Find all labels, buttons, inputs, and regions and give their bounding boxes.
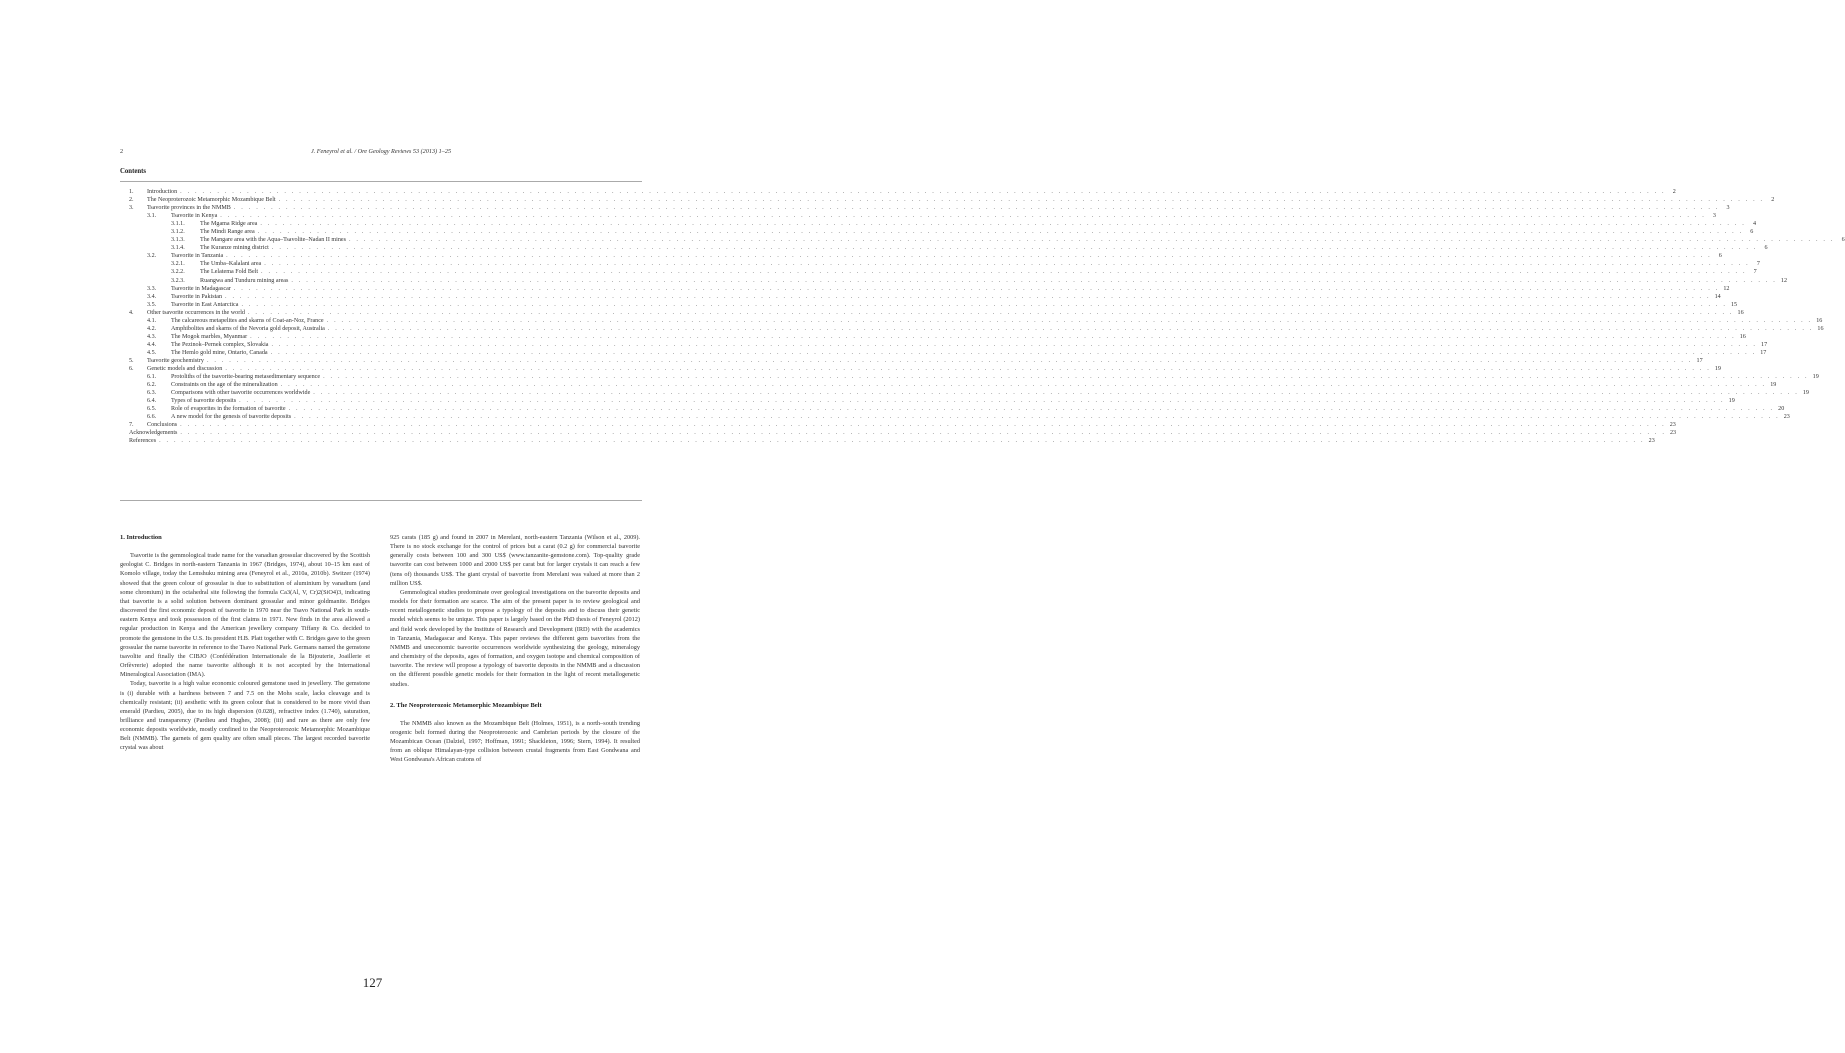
toc-leader-dots: . . . . . . . . . . . . . . . . . . . . . . . . . . . . . . . . . . . . . . . . . . . . . . . . . . . . . . . . . . . . . . . . . . . . . . . . . . . . . . . . . . . . . . . . . . . . . . . . . . . . . . . . . . . . . . . . . . . . . . . . . . . . . . . . . . . . . . . . . . . . . . . . . . . . . . . . . . . . . . . . . . . . . . . . . . . . . . . . . . . . . . . . . . . . . . . . . . . . . . . . — [180, 422, 1666, 429]
toc-leader-dots: . . . . . . . . . . . . . . . . . . . . . . . . . . . . . . . . . . . . . . . . . . . . . . . . . . . . . . . . . . . . . . . . . . . . . . . . . . . . . . . . . . . . . . . . . . . . . . . . . . . . . . . . . . . . . . . . . . . . . . . . . . . . . . . . . . . . . . . . . . . . . . . . . . . . . . . . . . . . . . . . . . . . . . . . . . . . . . . . . . . . . . . . . . . . . . . . . . . . . . . . — [241, 301, 1728, 308]
toc-entry-number: 6.4. — [147, 398, 157, 405]
toc-leader-dots: . . . . . . . . . . . . . . . . . . . . . . . . . . . . . . . . . . . . . . . . . . . . . . . . . . . . . . . . . . . . . . . . . . . . . . . . . . . . . . . . . . . . . . . . . . . . . . . . . . . . . . . . . . . . . . . . . . . . . . . . . . . . . . . . . . . . . . . . . . . . . . . . . . . . . . . . . . . . . . . . . . . . . . . . . . . . . . . . . . . . . . . . . . . . . . . . . . . . . . . . — [225, 293, 1711, 300]
toc-entry[interactable] — [120, 309, 1744, 317]
paragraph: 925 carats (185 g) and found in 2007 in Merelani, north-eastern Tanzania (Wilson et al., 2009). There is no stock exchange for the control of prices but a carat (0.2 g) for commercial tsavorite generally costs between 100 and 300 US$ (www.tanzanite-gemstone.com). Top-quality grade tsavorite can cost between 1000 and 2000 US$ per carat but for larger crystals it can reach a few (tens of) thousands US$. The giant crystal of tsavorite from Merelani was valued at more than 2 million US$. — [390, 534, 640, 587]
toc-entry-page: 19 — [1770, 382, 1777, 389]
toc-entry-page: 23 — [1783, 414, 1790, 421]
toc-entry-page: 6 — [1750, 229, 1754, 236]
toc-entry[interactable] — [120, 325, 1824, 333]
toc-entry-title: The calcareous metapelites and skarns of Coat-an-Noz, France — [171, 317, 324, 324]
toc-entry[interactable] — [120, 277, 1788, 285]
toc-entry[interactable] — [120, 389, 1809, 397]
toc-leader-dots: . . . . . . . . . . . . . . . . . . . . . . . . . . . . . . . . . . . . . . . . . . . . . . . . . . . . . . . . . . . . . . . . . . . . . . . . . . . . . . . . . . . . . . . . . . . . . . . . . . . . . . . . . . . . . . . . . . . . . . . . . . . . . . . . . . . . . . . . . . . . . . . . . . . . . . . . . . . . . . . . . . . . . . . . . . . . . . . . . . . . . . . . . . . . . . . . . . . . . . . . — [206, 357, 1693, 364]
header-page-number: 2 — [120, 148, 124, 155]
toc-entry-page: 15 — [1731, 301, 1738, 308]
toc-entry[interactable] — [120, 285, 1730, 293]
toc-leader-dots: . . . . . . . . . . . . . . . . . . . . . . . . . . . . . . . . . . . . . . . . . . . . . . . . . . . . . . . . . . . . . . . . . . . . . . . . . . . . . . . . . . . . . . . . . . . . . . . . . . . . . . . . . . . . . . . . . . . . . . . . . . . . . . . . . . . . . . . . . . . . . . . . . . . . . . . . . . . . . . . . . . . . . . . . . . . . . . . . . . . . . . . . . . . . . . . . . . . . . . . . — [313, 390, 1799, 397]
toc-entry[interactable] — [120, 188, 1676, 196]
toc-entry-page: 7 — [1756, 261, 1760, 268]
toc-entry-title: The Kuranze mining district — [200, 245, 269, 252]
toc-entry-page: 23 — [1669, 430, 1677, 437]
toc-leader-dots: . . . . . . . . . . . . . . . . . . . . . . . . . . . . . . . . . . . . . . . . . . . . . . . . . . . . . . . . . . . . . . . . . . . . . . . . . . . . . . . . . . . . . . . . . . . . . . . . . . . . . . . . . . . . . . . . . . . . . . . . . . . . . . . . . . . . . . . . . . . . . . . . . . . . . . . . . . . . . . . . . . . . . . . . . . . . . . . . . . . . . . . . . . . . . . . . . . . . . . . . — [180, 430, 1667, 437]
toc-entry-page: 12 — [1723, 285, 1730, 292]
toc-entry[interactable] — [120, 365, 1721, 373]
toc-leader-dots: . . . . . . . . . . . . . . . . . . . . . . . . . . . . . . . . . . . . . . . . . . . . . . . . . . . . . . . . . . . . . . . . . . . . . . . . . . . . . . . . . . . . . . . . . . . . . . . . . . . . . . . . . . . . . . . . . . . . . . . . . . . . . . . . . . . . . . . . . . . . . . . . . . . . . . . . . . . . . . . . . . . . . . . . . . . . . . . . . . . . . . . . . . . . . . . . . . . . . . . . — [278, 197, 1765, 204]
toc-entry[interactable] — [120, 252, 1722, 260]
table-of-contents — [120, 188, 1845, 446]
toc-entry-number: 4.2. — [147, 325, 157, 332]
toc-entry-title: Tsavorite in Madagascar — [171, 285, 231, 292]
toc-entry-page: 3 — [1726, 205, 1730, 212]
toc-entry-page: 6 — [1841, 237, 1845, 244]
toc-entry-title: The Pezinok–Pernek complex, Slovakia — [171, 341, 269, 348]
toc-entry-title: Genetic models and discussion — [147, 366, 223, 373]
toc-leader-dots: . . . . . . . . . . . . . . . . . . . . . . . . . . . . . . . . . . . . . . . . . . . . . . . . . . . . . . . . . . . . . . . . . . . . . . . . . . . . . . . . . . . . . . . . . . . . . . . . . . . . . . . . . . . . . . . . . . . . . . . . . . . . . . . . . . . . . . . . . . . . . . . . . . . . . . . . . . . . . . . . . . . . . . . . . . . . . . . . . . . . . . . . . . . . . . . . . . . . . . . . — [348, 237, 1835, 244]
toc-leader-dots: . . . . . . . . . . . . . . . . . . . . . . . . . . . . . . . . . . . . . . . . . . . . . . . . . . . . . . . . . . . . . . . . . . . . . . . . . . . . . . . . . . . . . . . . . . . . . . . . . . . . . . . . . . . . . . . . . . . . . . . . . . . . . . . . . . . . . . . . . . . . . . . . . . . . . . . . . . . . . . . . . . . . . . . . . . . . . . . . . . . . . . . . . . . . . . . . . . . . . . . . — [291, 277, 1778, 284]
toc-entry-page: 16 — [1816, 317, 1823, 324]
toc-entry-title: The Mangare area with the Aqua–Tsavolite–Nadan II mines — [200, 237, 346, 244]
toc-leader-dots: . . . . . . . . . . . . . . . . . . . . . . . . . . . . . . . . . . . . . . . . . . . . . . . . . . . . . . . . . . . . . . . . . . . . . . . . . . . . . . . . . . . . . . . . . . . . . . . . . . . . . . . . . . . . . . . . . . . . . . . . . . . . . . . . . . . . . . . . . . . . . . . . . . . . . . . . . . . . . . . . . . . . . . . . . . . . . . . . . . . . . . . . . . . . . . . . . . . . . . . . — [271, 245, 1758, 252]
toc-entry-page: 19 — [1812, 374, 1819, 381]
toc-entry-title: Ruangwa and Tunduru mining areas — [200, 277, 289, 284]
toc-leader-dots: . . . . . . . . . . . . . . . . . . . . . . . . . . . . . . . . . . . . . . . . . . . . . . . . . . . . . . . . . . . . . . . . . . . . . . . . . . . . . . . . . . . . . . . . . . . . . . . . . . . . . . . . . . . . . . . . . . . . . . . . . . . . . . . . . . . . . . . . . . . . . . . . . . . . . . . . . . . . . . . . . . . . . . . . . . . . . . . . . . . . . . . . . . . . . . . . . . . . . . . . — [280, 382, 1767, 389]
toc-leader-dots: . . . . . . . . . . . . . . . . . . . . . . . . . . . . . . . . . . . . . . . . . . . . . . . . . . . . . . . . . . . . . . . . . . . . . . . . . . . . . . . . . . . . . . . . . . . . . . . . . . . . . . . . . . . . . . . . . . . . . . . . . . . . . . . . . . . . . . . . . . . . . . . . . . . . . . . . . . . . . . . . . . . . . . . . . . . . . . . . . . . . . . . . . . . . . . . . . . . . . . . . — [264, 261, 1750, 268]
toc-leader-dots: . . . . . . . . . . . . . . . . . . . . . . . . . . . . . . . . . . . . . . . . . . . . . . . . . . . . . . . . . . . . . . . . . . . . . . . . . . . . . . . . . . . . . . . . . . . . . . . . . . . . . . . . . . . . . . . . . . . . . . . . . . . . . . . . . . . . . . . . . . . . . . . . . . . . . . . . . . . . . . . . . . . . . . . . . . . . . . . . . . . . . . . . . . . . . . . . . . . . . . . . — [250, 333, 1736, 340]
toc-leader-dots: . . . . . . . . . . . . . . . . . . . . . . . . . . . . . . . . . . . . . . . . . . . . . . . . . . . . . . . . . . . . . . . . . . . . . . . . . . . . . . . . . . . . . . . . . . . . . . . . . . . . . . . . . . . . . . . . . . . . . . . . . . . . . . . . . . . . . . . . . . . . . . . . . . . . . . . . . . . . . . . . . . . . . . . . . . . . . . . . . . . . . . . . . . . . . . . . . . . . . . . . — [239, 398, 1725, 405]
paragraph: Today, tsavorite is a high value economic coloured gemstone used in jewellery. The gemstone is (i) durable with a hardness between 7 and 7.5 on the Mohs scale, lacks cleavage and is chemically resistant; (ii) aesthetic with its green colour that is considered to be more vivid than emerald (Pardieu, 2005), due to its high dispersion (0.028), refractive index (1.740), saturation, brilliance and transparency (Pardieu and Hughes, 2008); (iii) and rare as there are only few economic deposits worldwide, mostly confined to the Neoproterozoic Metamorphic Mozambique Belt (NMMB). The garnets of gem quality are often small pieces. The largest recorded tsavorite crystal was about — [120, 680, 370, 752]
toc-entry[interactable] — [120, 381, 1777, 389]
toc-leader-dots: . . . . . . . . . . . . . . . . . . . . . . . . . . . . . . . . . . . . . . . . . . . . . . . . . . . . . . . . . . . . . . . . . . . . . . . . . . . . . . . . . . . . . . . . . . . . . . . . . . . . . . . . . . . . . . . . . . . . . . . . . . . . . . . . . . . . . . . . . . . . . . . . . . . . . . . . . . . . . . . . . . . . . . . . . . . . . . . . . . . . . . . . . . . . . . . . . . . . . . . . — [180, 189, 1666, 195]
toc-entry-number: 3.1.3. — [171, 237, 185, 244]
toc-entry-number: 4. — [129, 309, 134, 316]
toc-entry-number: 7. — [129, 422, 134, 429]
toc-entry-title: Tsavorite geochemistry — [147, 357, 204, 364]
toc-entry[interactable] — [120, 373, 1819, 381]
toc-leader-dots: . . . . . . . . . . . . . . . . . . . . . . . . . . . . . . . . . . . . . . . . . . . . . . . . . . . . . . . . . . . . . . . . . . . . . . . . . . . . . . . . . . . . . . . . . . . . . . . . . . . . . . . . . . . . . . . . . . . . . . . . . . . . . . . . . . . . . . . . . . . . . . . . . . . . . . . . . . . . . . . . . . . . . . . . . . . . . . . . . . . . . . . . . . . . . . . . . . . . . . . . — [294, 414, 1780, 421]
toc-entry-number: 6.1. — [147, 374, 157, 381]
toc-leader-dots: . . . . . . . . . . . . . . . . . . . . . . . . . . . . . . . . . . . . . . . . . . . . . . . . . . . . . . . . . . . . . . . . . . . . . . . . . . . . . . . . . . . . . . . . . . . . . . . . . . . . . . . . . . . . . . . . . . . . . . . . . . . . . . . . . . . . . . . . . . . . . . . . . . . . . . . . . . . . . . . . . . . . . . . . . . . . . . . . . . . . . . . . . . . . . . . . . . . . . . . . — [233, 205, 1720, 212]
toc-entry-number: 4.5. — [147, 349, 157, 356]
toc-leader-dots: . . . . . . . . . . . . . . . . . . . . . . . . . . . . . . . . . . . . . . . . . . . . . . . . . . . . . . . . . . . . . . . . . . . . . . . . . . . . . . . . . . . . . . . . . . . . . . . . . . . . . . . . . . . . . . . . . . . . . . . . . . . . . . . . . . . . . . . . . . . . . . . . . . . . . . . . . . . . . . . . . . . . . . . . . . . . . . . . . . . . . . . . . . . . . . . . . . . . . . . . — [247, 309, 1734, 316]
toc-entry-title: Conclusions — [147, 422, 178, 429]
toc-entry-page: 2 — [1672, 189, 1676, 195]
toc-entry-number: 6.6. — [147, 414, 157, 421]
toc-entry-title: Tsavorite in Tanzania — [171, 253, 224, 260]
toc-entry-page: 16 — [1817, 325, 1824, 332]
toc-entry-number: 6.3. — [147, 390, 157, 397]
toc-entry[interactable] — [120, 196, 1775, 204]
toc-entry-number: 6. — [129, 366, 134, 373]
toc-entry-page: 14 — [1714, 293, 1721, 300]
toc-entry-page: 19 — [1714, 366, 1721, 373]
toc-entry-number: 3.2.1. — [171, 261, 185, 268]
contents-bottom-rule — [120, 500, 642, 501]
contents-title: Contents — [120, 168, 147, 175]
toc-entry-title: The Neoproterozoic Metamorphic Mozambique Belt — [147, 197, 276, 204]
toc-leader-dots: . . . . . . . . . . . . . . . . . . . . . . . . . . . . . . . . . . . . . . . . . . . . . . . . . . . . . . . . . . . . . . . . . . . . . . . . . . . . . . . . . . . . . . . . . . . . . . . . . . . . . . . . . . . . . . . . . . . . . . . . . . . . . . . . . . . . . . . . . . . . . . . . . . . . . . . . . . . . . . . . . . . . . . . . . . . . . . . . . . . . . . . . . . . . . . . . . . . . . . . . — [159, 438, 1645, 445]
toc-entry-title: The Umba–Kalalani area — [200, 261, 262, 268]
toc-entry-title: Tsavorite provinces in the NMMB — [147, 205, 231, 212]
toc-entry-title: References — [129, 438, 157, 445]
toc-entry[interactable] — [120, 333, 1746, 341]
toc-entry-number: 6.2. — [147, 382, 157, 389]
toc-entry-title: The Mogok marbles, Myanmar — [171, 333, 248, 340]
toc-entry[interactable] — [120, 405, 1785, 413]
toc-entry-title: Role of evaporites in the formation of tsavorite — [171, 406, 286, 413]
toc-entry-number: 4.4. — [147, 341, 157, 348]
toc-leader-dots: . . . . . . . . . . . . . . . . . . . . . . . . . . . . . . . . . . . . . . . . . . . . . . . . . . . . . . . . . . . . . . . . . . . . . . . . . . . . . . . . . . . . . . . . . . . . . . . . . . . . . . . . . . . . . . . . . . . . . . . . . . . . . . . . . . . . . . . . . . . . . . . . . . . . . . . . . . . . . . . . . . . . . . . . . . . . . . . . . . . . . . . . . . . . . . . . . . . . . . . . — [270, 349, 1757, 356]
right-column — [390, 533, 640, 765]
toc-entry-page: 16 — [1739, 333, 1746, 340]
toc-entry[interactable] — [120, 429, 1677, 437]
toc-entry-title: Tsavorite in Kenya — [171, 213, 218, 220]
toc-entry[interactable] — [120, 236, 1845, 244]
toc-leader-dots: . . . . . . . . . . . . . . . . . . . . . . . . . . . . . . . . . . . . . . . . . . . . . . . . . . . . . . . . . . . . . . . . . . . . . . . . . . . . . . . . . . . . . . . . . . . . . . . . . . . . . . . . . . . . . . . . . . . . . . . . . . . . . . . . . . . . . . . . . . . . . . . . . . . . . . . . . . . . . . . . . . . . . . . . . . . . . . . . . . . . . . . . . . . . . . . . . . . . . . . . — [220, 213, 1706, 220]
toc-entry-page: 6 — [1764, 245, 1768, 252]
toc-entry-page: 20 — [1778, 406, 1785, 413]
section-heading-introduction: 1. Introduction — [120, 534, 162, 541]
toc-entry[interactable] — [120, 244, 1768, 252]
toc-entry-number: 3.1.1. — [171, 221, 185, 228]
toc-entry-page: 7 — [1753, 269, 1757, 276]
toc-entry-title: A new model for the genesis of tsavorite deposits — [171, 414, 292, 421]
toc-entry[interactable] — [120, 228, 1754, 236]
contents-top-rule — [120, 181, 642, 182]
toc-leader-dots: . . . . . . . . . . . . . . . . . . . . . . . . . . . . . . . . . . . . . . . . . . . . . . . . . . . . . . . . . . . . . . . . . . . . . . . . . . . . . . . . . . . . . . . . . . . . . . . . . . . . . . . . . . . . . . . . . . . . . . . . . . . . . . . . . . . . . . . . . . . . . . . . . . . . . . . . . . . . . . . . . . . . . . . . . . . . . . . . . . . . . . . . . . . . . . . . . . . . . . . . — [288, 406, 1775, 413]
toc-entry-number: 3. — [129, 205, 134, 212]
toc-entry-number: 3.1.4. — [171, 245, 185, 252]
toc-entry-title: Introduction — [147, 189, 178, 195]
toc-entry-title: Comparisons with other tsavorite occurrences worldwide — [171, 390, 311, 397]
toc-entry-title: The Lelatema Fold Belt — [200, 269, 259, 276]
toc-entry[interactable] — [120, 413, 1790, 421]
footer-page-number: 127 — [362, 975, 383, 990]
toc-leader-dots: . . . . . . . . . . . . . . . . . . . . . . . . . . . . . . . . . . . . . . . . . . . . . . . . . . . . . . . . . . . . . . . . . . . . . . . . . . . . . . . . . . . . . . . . . . . . . . . . . . . . . . . . . . . . . . . . . . . . . . . . . . . . . . . . . . . . . . . . . . . . . . . . . . . . . . . . . . . . . . . . . . . . . . . . . . . . . . . . . . . . . . . . . . . . . . . . . . . . . . . . — [257, 229, 1744, 236]
toc-entry[interactable] — [120, 220, 1757, 228]
journal-citation: J. Feneyrol et al. / Ore Geology Reviews 53 (2013) 1–25 — [310, 148, 452, 155]
toc-entry-page: 4 — [1752, 221, 1757, 228]
toc-entry-page: 23 — [1648, 438, 1655, 445]
toc-entry[interactable] — [120, 349, 1767, 357]
running-header — [120, 148, 642, 160]
section-heading-mozambique-belt: 2. The Neoproterozoic Metamorphic Mozambique Belt — [390, 701, 542, 709]
toc-entry-number: 1. — [129, 189, 134, 195]
toc-entry[interactable] — [120, 301, 1738, 309]
toc-entry-page: 17 — [1760, 349, 1767, 356]
toc-entry-title: Constraints on the age of the mineralization — [171, 382, 278, 389]
toc-entry-page: 19 — [1802, 390, 1809, 397]
toc-entry-number: 3.4. — [147, 293, 157, 300]
toc-entry-page: 6 — [1718, 253, 1722, 260]
toc-leader-dots: . . . . . . . . . . . . . . . . . . . . . . . . . . . . . . . . . . . . . . . . . . . . . . . . . . . . . . . . . . . . . . . . . . . . . . . . . . . . . . . . . . . . . . . . . . . . . . . . . . . . . . . . . . . . . . . . . . . . . . . . . . . . . . . . . . . . . . . . . . . . . . . . . . . . . . . . . . . . . . . . . . . . . . . . . . . . . . . . . . . . . . . . . . . . . . . . . . . . . . . . — [271, 341, 1758, 348]
toc-entry[interactable] — [120, 397, 1735, 405]
toc-entry-number: 3.1. — [147, 213, 157, 220]
toc-entry-number: 3.2.2. — [171, 269, 185, 276]
toc-entry-number: 3.2. — [147, 253, 157, 260]
toc-entry-page: 2 — [1771, 197, 1775, 204]
toc-entry-number: 3.5. — [147, 301, 157, 308]
toc-entry-number: 3.3. — [147, 285, 157, 292]
toc-entry-page: 23 — [1669, 422, 1676, 429]
toc-leader-dots: . . . . . . . . . . . . . . . . . . . . . . . . . . . . . . . . . . . . . . . . . . . . . . . . . . . . . . . . . . . . . . . . . . . . . . . . . . . . . . . . . . . . . . . . . . . . . . . . . . . . . . . . . . . . . . . . . . . . . . . . . . . . . . . . . . . . . . . . . . . . . . . . . . . . . . . . . . . . . . . . . . . . . . . . . . . . . . . . . . . . . . . . . . . . . . . . . . . . . . . . — [323, 374, 1809, 381]
toc-entry-page: 17 — [1696, 357, 1703, 364]
toc-entry[interactable] — [120, 268, 1757, 276]
toc-entry[interactable] — [120, 212, 1716, 220]
toc-entry-title: The Mindi Range area — [200, 229, 255, 236]
toc-entry-number: 4.1. — [147, 317, 157, 324]
toc-entry[interactable] — [120, 317, 1823, 325]
toc-leader-dots: . . . . . . . . . . . . . . . . . . . . . . . . . . . . . . . . . . . . . . . . . . . . . . . . . . . . . . . . . . . . . . . . . . . . . . . . . . . . . . . . . . . . . . . . . . . . . . . . . . . . . . . . . . . . . . . . . . . . . . . . . . . . . . . . . . . . . . . . . . . . . . . . . . . . . . . . . . . . . . . . . . . . . . . . . . . . . . . . . . . . . . . . . . . . . . . . . . . . . . . . — [225, 366, 1711, 373]
paragraph: Tsavorite is the gemmological trade name for the vanadian grossular discovered by the Scottish geologist C. Bridges in north-eastern Tanzania in 1967 (Bridges, 1974), about 10–15 km east of Komolo village, today the Lemshuku mining area (Feneyrol et al., 2010a, 2010b). Switzer (1974) showed that the green colour of grossular is due to substitution of aluminium by vanadium (and some chromium) in the octahedral site following the formula Ca3(Al, V, Cr)2(SiO4)3, indicating that tsavorite is a solid solution between dominant grossular and minor goldmanite. Bridges discovered the first economic deposit of tsavorite in 1970 near the Tsavo National Park in south-eastern Kenya and took possession of the first claims in 1971. New finds in the area allowed a regular production in Kenya and the American jewellery company Tiffany & Co. decided to promote the gemstone in the U.S. Its president H.B. Platt together with C. Bridges gave to the green grossular the name tsavorite in reference to the Tsavo National Park. Germans named the gemstone tsavolite and finally the CIBJO (Confédération Internationale de la Bijouterie, Joaillerie et Orfèvrerie) adopted the name tsavorite although it is not accepted by the International Mineralogical Association (IMA). — [120, 552, 370, 679]
paragraph: Gemmological studies predominate over geological investigations on the tsavorite deposits and models for their formation are scarce. The aim of the present paper is to review geological and recent metallogenetic studies to propose a typology of the deposits and to discuss their genetic model which seems to be unique. This paper is largely based on the PhD thesis of Feneyrol (2012) and field work developed by the Institute of Research and Development (IRD) with the academics in Tanzania, Madagascar and Kenya. This paper reviews the different gem tsavorites from the NMMB and uneconomic tsavorite occurrences worldwide synthesizing the geology, mineralogy and chemistry of the deposits, ages of formation, and oxygen isotope and chemical composition of tsavorite. The review will propose a typology of tsavorite deposits in the NMMB and a discussion on the different possible genetic models for their formation in the light of recent metallogenetic studies. — [390, 588, 640, 688]
toc-entry-title: The Hemlo gold mine, Ontario, Canada — [171, 349, 268, 356]
left-column — [120, 533, 370, 753]
toc-leader-dots: . . . . . . . . . . . . . . . . . . . . . . . . . . . . . . . . . . . . . . . . . . . . . . . . . . . . . . . . . . . . . . . . . . . . . . . . . . . . . . . . . . . . . . . . . . . . . . . . . . . . . . . . . . . . . . . . . . . . . . . . . . . . . . . . . . . . . . . . . . . . . . . . . . . . . . . . . . . . . . . . . . . . . . . . . . . . . . . . . . . . . . . . . . . . . . . . . . . . . . . . — [260, 221, 1747, 228]
toc-entry-page: 3 — [1712, 213, 1716, 220]
toc-entry-number: 2. — [129, 197, 134, 204]
toc-entry-number: 3.2.3. — [171, 277, 185, 284]
toc-entry-page: 17 — [1761, 341, 1768, 348]
toc-entry-page: 12 — [1780, 277, 1788, 284]
paragraph: The NMMB also known as the Mozambique Belt (Holmes, 1951), is a north–south trending orogenic belt formed during the Neoproterozoic and Cambrian periods by the closure of the Mozambican Ocean (Dalziel, 1997; Hoffman, 1991; Shackleton, 1996; Stern, 1994). It resulted from an oblique Himalayan-type collision between crustal fragments from East Gondwana and West Gondwana's African cratons of — [390, 719, 640, 764]
toc-entry[interactable] — [120, 437, 1655, 445]
toc-entry-number: 6.5. — [147, 406, 157, 413]
toc-leader-dots: . . . . . . . . . . . . . . . . . . . . . . . . . . . . . . . . . . . . . . . . . . . . . . . . . . . . . . . . . . . . . . . . . . . . . . . . . . . . . . . . . . . . . . . . . . . . . . . . . . . . . . . . . . . . . . . . . . . . . . . . . . . . . . . . . . . . . . . . . . . . . . . . . . . . . . . . . . . . . . . . . . . . . . . . . . . . . . . . . . . . . . . . . . . . . . . . . . . . . . . . — [326, 317, 1813, 324]
toc-entry-number: 4.3. — [147, 333, 157, 340]
toc-entry-number: 3.1.2. — [171, 229, 185, 236]
toc-entry[interactable] — [120, 260, 1760, 268]
toc-entry[interactable] — [120, 341, 1768, 349]
toc-leader-dots: . . . . . . . . . . . . . . . . . . . . . . . . . . . . . . . . . . . . . . . . . . . . . . . . . . . . . . . . . . . . . . . . . . . . . . . . . . . . . . . . . . . . . . . . . . . . . . . . . . . . . . . . . . . . . . . . . . . . . . . . . . . . . . . . . . . . . . . . . . . . . . . . . . . . . . . . . . . . . . . . . . . . . . . . . . . . . . . . . . . . . . . . . . . . . . . . . . . . . . . . — [233, 285, 1720, 292]
toc-entry[interactable] — [120, 421, 1676, 429]
toc-entry-title: Tsavorite in Pakistan — [171, 293, 223, 300]
toc-entry-page: 19 — [1728, 398, 1735, 405]
toc-leader-dots: . . . . . . . . . . . . . . . . . . . . . . . . . . . . . . . . . . . . . . . . . . . . . . . . . . . . . . . . . . . . . . . . . . . . . . . . . . . . . . . . . . . . . . . . . . . . . . . . . . . . . . . . . . . . . . . . . . . . . . . . . . . . . . . . . . . . . . . . . . . . . . . . . . . . . . . . . . . . . . . . . . . . . . . . . . . . . . . . . . . . . . . . . . . . . . . . . . . . . . . . — [226, 253, 1712, 260]
toc-entry-number: 5. — [129, 357, 134, 364]
toc-entry[interactable] — [120, 293, 1721, 301]
toc-leader-dots: . . . . . . . . . . . . . . . . . . . . . . . . . . . . . . . . . . . . . . . . . . . . . . . . . . . . . . . . . . . . . . . . . . . . . . . . . . . . . . . . . . . . . . . . . . . . . . . . . . . . . . . . . . . . . . . . . . . . . . . . . . . . . . . . . . . . . . . . . . . . . . . . . . . . . . . . . . . . . . . . . . . . . . . . . . . . . . . . . . . . . . . . . . . . . . . . . . . . . . . . — [327, 325, 1814, 332]
toc-entry[interactable] — [120, 357, 1703, 365]
toc-entry[interactable] — [120, 204, 1730, 212]
toc-entry-page: 16 — [1737, 309, 1744, 316]
toc-entry-title: Acknowledgements — [129, 430, 178, 437]
toc-entry-title: Amphibolites and skarns of the Nevoria gold deposit, Australia — [171, 325, 325, 332]
toc-entry-title: Tsavorite in East Antarctica — [171, 301, 239, 308]
toc-entry-title: Other tsavorite occurrences in the world — [147, 309, 245, 316]
toc-entry-title: The Mgama Ridge area — [200, 221, 258, 228]
toc-entry-title: Types of tsavorite deposits — [171, 398, 237, 405]
toc-entry-title: Protoliths of the tsavorite-bearing metasedimentary sequence — [171, 374, 321, 381]
toc-leader-dots: . . . . . . . . . . . . . . . . . . . . . . . . . . . . . . . . . . . . . . . . . . . . . . . . . . . . . . . . . . . . . . . . . . . . . . . . . . . . . . . . . . . . . . . . . . . . . . . . . . . . . . . . . . . . . . . . . . . . . . . . . . . . . . . . . . . . . . . . . . . . . . . . . . . . . . . . . . . . . . . . . . . . . . . . . . . . . . . . . . . . . . . . . . . . . . . . . . . . . . . . — [261, 269, 1747, 276]
